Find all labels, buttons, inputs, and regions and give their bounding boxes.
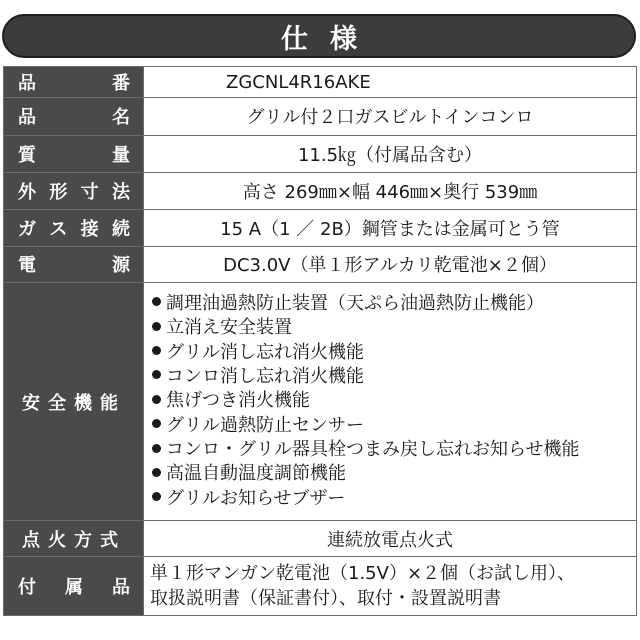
accessories-line: 取扱説明書（保証書付）、取付・設置説明書 (150, 588, 501, 610)
spec-row-model (4, 67, 637, 98)
label-char: ス (49, 218, 68, 240)
label-char: 品 (18, 73, 36, 95)
bullet-icon (152, 322, 161, 331)
spec-row-ignition (4, 521, 637, 557)
safety-label: 安全機能 (22, 392, 126, 414)
list-item: 立消え安全装置 (152, 316, 636, 340)
spec-row-gas-connection (4, 210, 637, 246)
label-char: 属 (65, 577, 83, 599)
label-char: 外 (18, 182, 36, 204)
list-item: コンロ・グリル器具栓つまみ戻し忘れお知らせ機能 (152, 438, 636, 462)
label-char: 番 (112, 73, 130, 95)
label-char: 続 (111, 218, 130, 240)
ignition-label: 点火方式 (22, 529, 126, 551)
safety-feature-list (144, 292, 636, 512)
spec-table (3, 66, 637, 616)
label-char: 質 (18, 144, 36, 166)
spec-row-accessories (4, 557, 637, 616)
list-item: 調理油過熱防止装置（天ぷら油過熱防止機能） (152, 292, 636, 316)
accessories-line: 単１形マンガン乾電池（1.5V）×２個（お試し用）、 (150, 563, 576, 585)
label-char: 品 (112, 577, 130, 599)
label-char: ガ (18, 218, 36, 240)
list-item: グリル消し忘れ消火機能 (152, 341, 636, 365)
label-char: 品 (18, 107, 36, 129)
bullet-icon (152, 395, 161, 404)
page-title: 仕様 (281, 23, 379, 55)
label-char: 名 (112, 107, 130, 129)
spec-row-power (4, 246, 637, 282)
list-item: 高温自動温度調節機能 (152, 462, 636, 486)
bullet-icon (152, 297, 161, 306)
label-char: 量 (112, 144, 130, 166)
spec-row-dimensions (4, 172, 637, 209)
bullet-icon (152, 468, 161, 477)
label-char: 付 (18, 577, 36, 599)
label-char: 寸 (80, 182, 99, 204)
dimensions-value: 高さ 269㎜×幅 446㎜×奥行 539㎜ (144, 172, 637, 209)
list-item: コンロ消し忘れ消火機能 (152, 365, 636, 389)
product-name-value: グリル付２口ガスビルトインコンロ (144, 98, 637, 135)
list-item: グリルお知らせブザー (152, 487, 636, 511)
spec-row-safety (4, 282, 637, 520)
label-char: 形 (49, 182, 68, 204)
label-char: 接 (80, 218, 99, 240)
ignition-value: 連続放電点火式 (144, 521, 637, 557)
spec-row-weight (4, 135, 637, 172)
spec-row-product-name (4, 98, 637, 135)
gas-connection-value: 15 A（1 ／ 2B）鋼管または金属可とう管 (144, 210, 637, 246)
power-value: DC3.0V（単１形アルカリ乾電池×２個） (144, 246, 637, 282)
model-number-value: ZGCNL4R16AKE (144, 67, 637, 98)
label-char: 電 (18, 255, 36, 277)
list-item: グリル過熱防止センサー (152, 414, 636, 438)
bullet-icon (152, 370, 161, 379)
bullet-icon (152, 492, 161, 501)
weight-value: 11.5㎏（付属品含む） (144, 135, 637, 172)
bullet-icon (152, 444, 161, 453)
spec-title-bar (2, 14, 636, 58)
bullet-icon (152, 346, 161, 355)
label-char: 源 (112, 255, 130, 277)
label-char: 法 (111, 182, 130, 204)
bullet-icon (152, 419, 161, 428)
list-item: 焦げつき消火機能 (152, 389, 636, 413)
